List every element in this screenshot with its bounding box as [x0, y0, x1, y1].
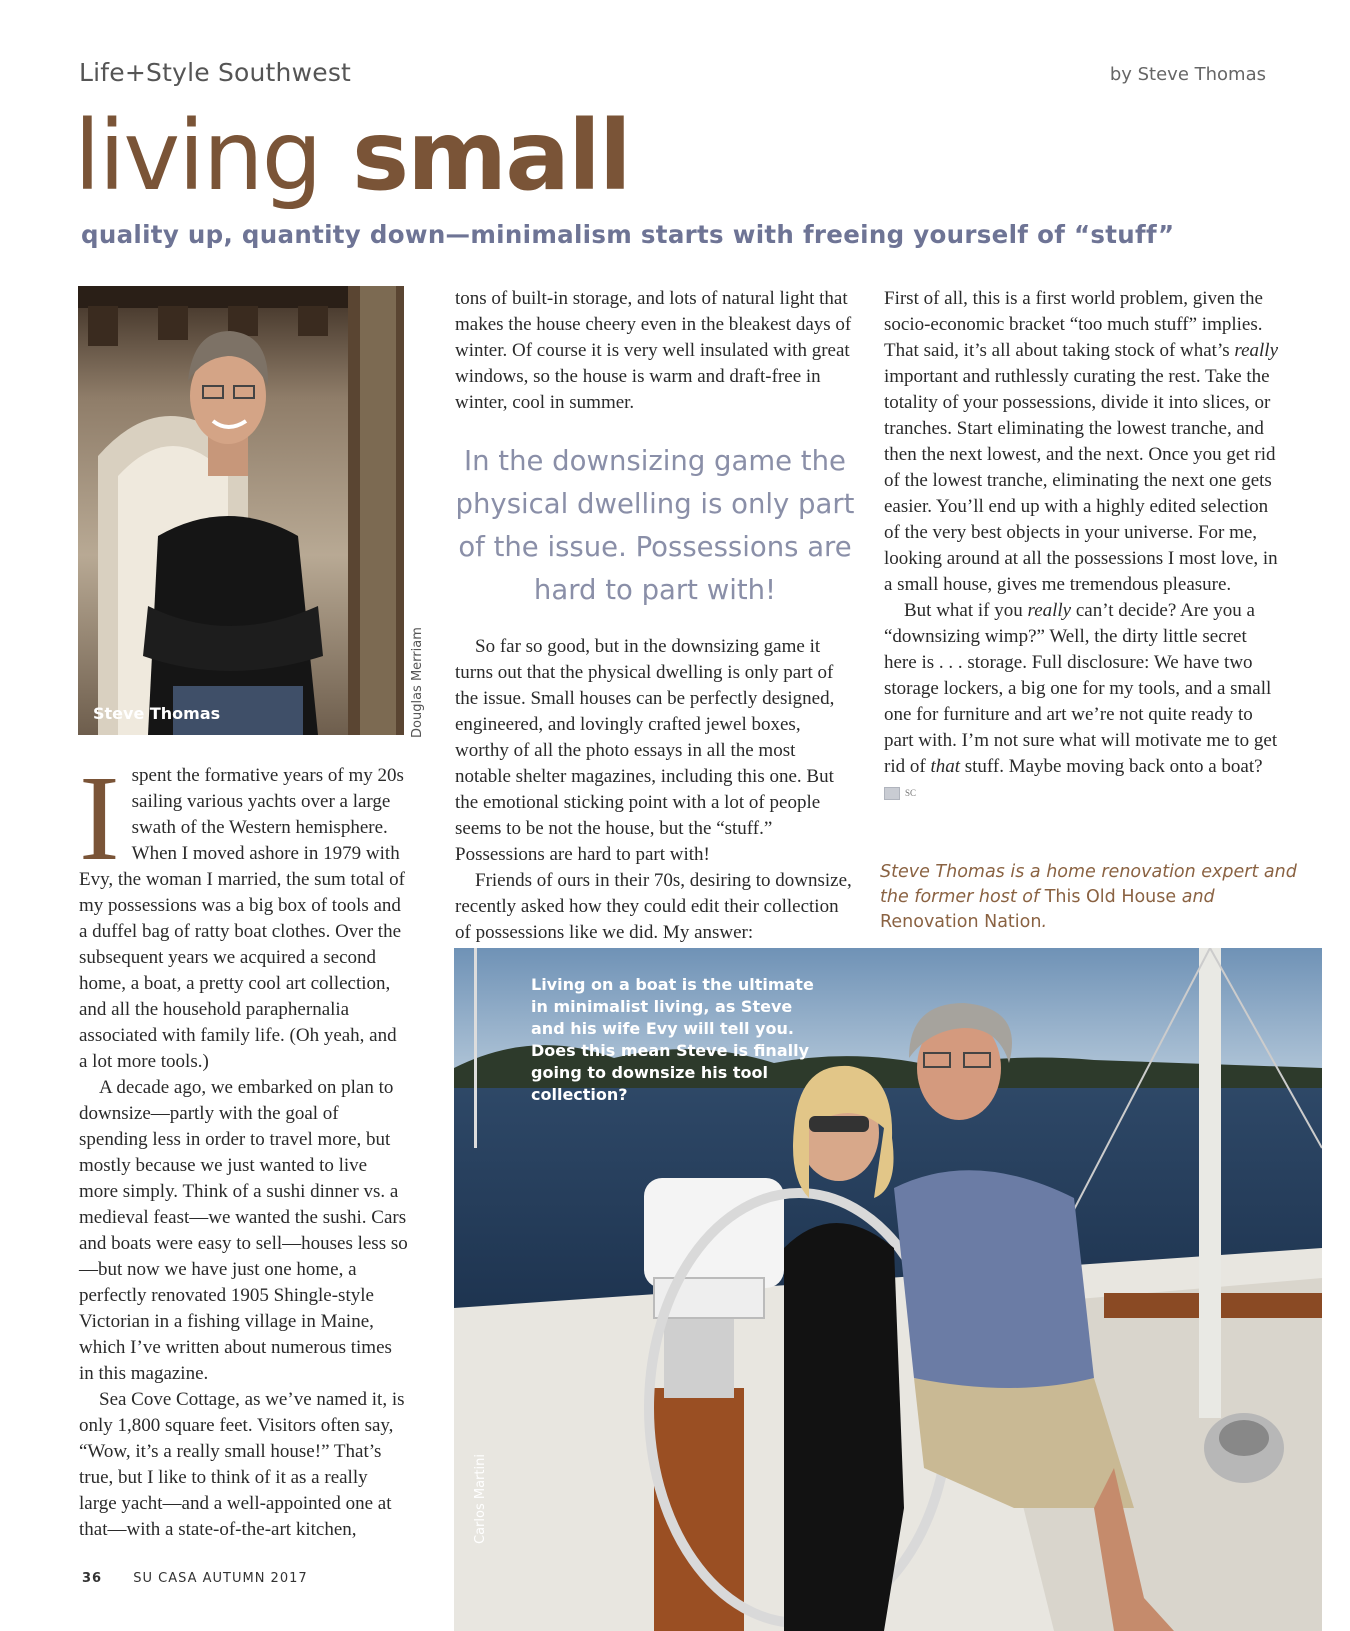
- page-number: 36: [82, 1571, 103, 1586]
- paragraph: [884, 598, 1279, 806]
- portrait-credit: Douglas Merriam: [410, 627, 425, 738]
- paragraph: spent the formative years of my 20s sailing various yachts over a large swath of the Western hemisphere. When I moved ashore in 1979 with Evy, the woman I married, the sum total of my possessions was a big box of tools and a duffel bag of ratty boat clothes. Over the subsequent years we acquired a second home, a boat, a pretty cool art collection, and all the household paraphernalia associated with family life. (Oh yeah, and a lot more tools.): [79, 765, 405, 1072]
- article-column-2: [455, 286, 855, 946]
- paragraph: [884, 286, 1279, 598]
- show-title: This Old House: [1044, 887, 1177, 907]
- boat-photo-credit: Carlos Martini: [473, 1454, 488, 1544]
- portrait-illustration: [78, 286, 404, 735]
- boat-photo-caption: Living on a boat is the ultimate in minimalist living, as Steve and his wife Evy will tell you. Does this mean Steve is finally going to downsize his tool collection?: [531, 975, 814, 1104]
- article-column-3: [884, 286, 1279, 806]
- text-run: stuff. Maybe moving back onto a boat?: [960, 756, 1263, 777]
- emphasis: really: [1234, 340, 1279, 361]
- page-folio: [82, 1571, 308, 1586]
- paragraph: Sea Cove Cottage, as we’ve named it, is only 1,800 square feet. Visitors often say, “Wow, it’s a really small house!” That’s true, but I like to think of it as a really large yacht—and a well-appointed one at that—with a state-of-the-art kitchen,: [79, 1389, 405, 1540]
- article-title: [74, 100, 630, 212]
- drop-cap: I: [79, 751, 120, 886]
- title-light: living: [74, 100, 321, 212]
- portrait-photo: [78, 286, 404, 735]
- show-title: Renovation Nation: [880, 912, 1042, 932]
- paragraph: A decade ago, we embarked on plan to downsize—partly with the goal of spending less in order to travel more, but mostly because we just wanted to live more simply. Think of a sushi dinner vs. a medieval feast—we wanted the sushi. Cars and boats were easy to sell—houses less so—but now we have just one home, a perfectly renovated 1905 Shingle-style Victorian in a fishing village in Maine, which I’ve written about numerous times in this magazine.: [79, 1077, 408, 1384]
- paragraph: So far so good, but in the downsizing game it turns out that the physical dwelling is only part of the issue. Small houses can be perfectly designed, engineered, and lovingly crafted jewel boxes, worthy of all the photo essays in all the most notable shelter magazines, including this one. But the emotional sticking point with a lot of people seems to be not the house, but the “stuff.” Possessions are hard to part with!: [455, 636, 835, 865]
- end-mark-icon: SC: [884, 787, 900, 800]
- opening-paragraph: [79, 751, 409, 1075]
- emphasis: really: [1027, 600, 1072, 621]
- article-column-1: [79, 751, 409, 1543]
- text-run: First of all, this is a first world problem, given the socio-economic bracket “too much stuff” implies. That said, it’s all about taking stock of what’s: [884, 288, 1263, 361]
- author-bio: [880, 860, 1300, 935]
- byline: by Steve Thomas: [1109, 64, 1266, 85]
- bio-text: and: [1176, 887, 1215, 907]
- pull-quote: In the downsizing game the physical dwelling is only part of the issue. Possessions are hard to part with!: [455, 445, 855, 606]
- emphasis: that: [930, 756, 960, 777]
- title-bold: small: [352, 100, 630, 212]
- section-label: Life+Style Southwest: [79, 58, 352, 87]
- bio-text: Steve Thomas is a home renovation expert and the former host of: [880, 862, 1297, 907]
- publication-name: SU CASA AUTUMN 2017: [133, 1571, 308, 1586]
- portrait-caption: Steve Thomas: [93, 704, 221, 723]
- text-run: can’t decide? Are you a “downsizing wimp?” Well, the dirty little secret here is . . . storage. Full disclosure: We have two storage lockers, a big one for my tools, and a small one for furniture and art we’re not quite ready to part with. I’m not sure what will motivate me to get rid of: [884, 600, 1278, 777]
- text-run: important and ruthlessly curating the rest. Take the totality of your possessions, divide it into slices, or tranches. Start eliminating the lowest tranche, and then the next lowest, and the next. Once you get rid of the lowest tranche, eliminating the next one gets easier. You’ll end up with a highly edited selection of the very best objects in your universe. For me, looking around at all the possessions I most love, in a small house, gives me tremendous pleasure.: [884, 366, 1278, 595]
- article-subtitle: quality up, quantity down—minimalism starts with freeing yourself of “stuff”: [81, 220, 1175, 249]
- paragraph: tons of built-in storage, and lots of natural light that makes the house cheery even in the bleakest days of winter. Of course it is very well insulated with great windows, so the house is warm and draft-free in winter, cool in summer.: [455, 288, 852, 413]
- text-run: But what if you: [904, 600, 1028, 621]
- paragraph: Friends of ours in their 70s, desiring to downsize, recently asked how they could edit their collection of possessions like we did. My answer:: [455, 870, 852, 943]
- bio-text: .: [1041, 912, 1048, 932]
